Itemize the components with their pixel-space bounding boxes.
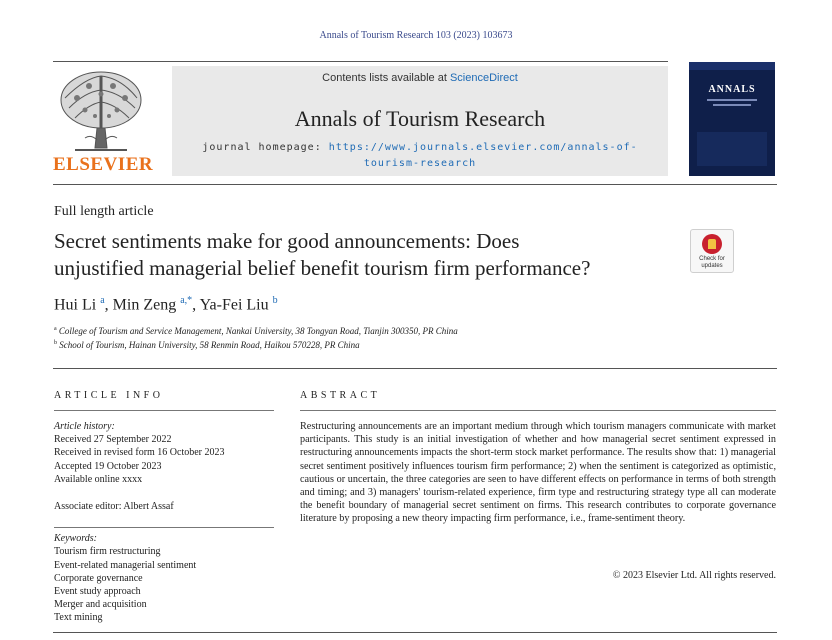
sciencedirect-link[interactable]: ScienceDirect [449,72,518,84]
crossmark-label-line-1: Check for [699,256,725,262]
author-affil-mark[interactable]: a [100,295,105,306]
paper-title-line-2: unjustified managerial belief benefit tourism firm performance? [54,256,591,280]
author-name[interactable]: Ya-Fei Liu [199,296,269,314]
cover-title: ANNALS [708,84,756,95]
header-top-rule [53,61,668,62]
article-type: Full length article [54,204,154,219]
keyword-item: Merger and acquisition [54,599,147,611]
author-name[interactable]: Min Zeng [112,296,177,314]
contents-prefix: Contents lists available at [322,72,450,84]
history-item: Accepted 19 October 2023 [54,460,162,472]
abstract-text: Restructuring announcements are an important medium through which tourism managers communicate with market participants. This study is an initial investigation of whether and how managerial secret sentiment expressed in restructuring announcements impacts the short-term stock market performance. The results show that: 1) managerial secret sentiment positively influences tourism firm performance; 2) when the sentiment is categorized as optimistic, cautious or uncertain, the three categories are seen to have different effects on performance in terms of both strength and timing; and 3) managers' tourism-related experience, firm type and restructuring strategy type all can moderate the benefit boundary of managerial secret sentiment on firms. This research contributes to corporate governance literature by proposing a new theory impacting firm performance, i.e., frame-sentiment theory. [300,421,776,525]
elsevier-tree-icon [55,68,147,154]
footer-rule [53,632,777,633]
journal-homepage [172,140,668,172]
homepage-url-part2[interactable]: tourism-research [363,158,477,169]
keyword-item: Corporate governance [54,572,143,584]
history-label: Article history: [54,421,115,432]
history-item: Available online xxxx [54,473,143,485]
check-for-updates-button[interactable] [690,229,734,273]
keywords-label: Keywords: [54,533,97,545]
affiliation-text: School of Tourism, Hainan University, 58 Renmin Road, Haikou 570228, PR China [59,340,360,350]
article-info-heading: ARTICLE INFO [54,390,164,401]
associate-editor: Associate editor: Albert Assaf [54,501,174,513]
cover-subtitle-bar [707,99,757,101]
affiliation [54,340,360,350]
history-item: Received in revised form 16 October 2023 [54,447,225,459]
journal-citation[interactable]: Annals of Tourism Research 103 (2023) 103673 [319,30,513,41]
author-affil-mark[interactable]: a,* [180,295,193,306]
section-separator [53,368,777,369]
elsevier-wordmark: ELSEVIER [53,154,154,175]
affiliation-mark: b [54,340,57,346]
affiliation [54,326,458,336]
journal-masthead [172,66,668,176]
keyword-item: Event study approach [54,586,141,598]
crossmark-label [691,256,733,270]
homepage-url-part1[interactable]: https://www.journals.elsevier.com/annals-of- [328,142,638,153]
homepage-label: journal homepage: [202,142,329,153]
cover-image [697,132,767,166]
keyword-item: Event-related managerial sentiment [54,559,197,571]
abstract-heading: ABSTRACT [300,390,381,401]
elsevier-logo[interactable] [53,66,154,178]
cover-subtitle-bar-2 [713,104,751,106]
journal-cover[interactable] [689,62,775,176]
author-affil-mark[interactable]: b [272,295,278,306]
author-name[interactable]: Hui Li [54,296,97,314]
crossmark-icon [702,234,722,254]
copyright-notice: © 2023 Elsevier Ltd. All rights reserved. [612,570,776,581]
affiliation-text: College of Tourism and Service Management, Nankai University, 38 Tongyan Road, Tianjin 300350, PR China [58,326,458,336]
article-info-rule [54,410,274,411]
header-bottom-rule [53,184,777,185]
author-list: Hui Li $^a$, Min Zeng $^{a,*}$, Ya-Fei Liu $^b$ [54,295,278,314]
contents-line [172,72,668,84]
keywords-rule [54,527,274,528]
affiliation-mark: a [54,326,57,332]
abstract-rule [300,410,776,411]
crossmark-label-line-2: updates [701,263,723,269]
article-info-panel [54,420,274,625]
journal-title: Annals of Tourism Research [294,106,546,131]
history-item: Received 27 September 2022 [54,434,172,446]
keyword-item: Tourism firm restructuring [54,546,161,558]
keyword-item: Text mining [54,612,103,624]
paper-title [54,228,674,282]
paper-title-line-1: Secret sentiments make for good announcements: Does [54,229,520,253]
cover-band [689,62,775,70]
